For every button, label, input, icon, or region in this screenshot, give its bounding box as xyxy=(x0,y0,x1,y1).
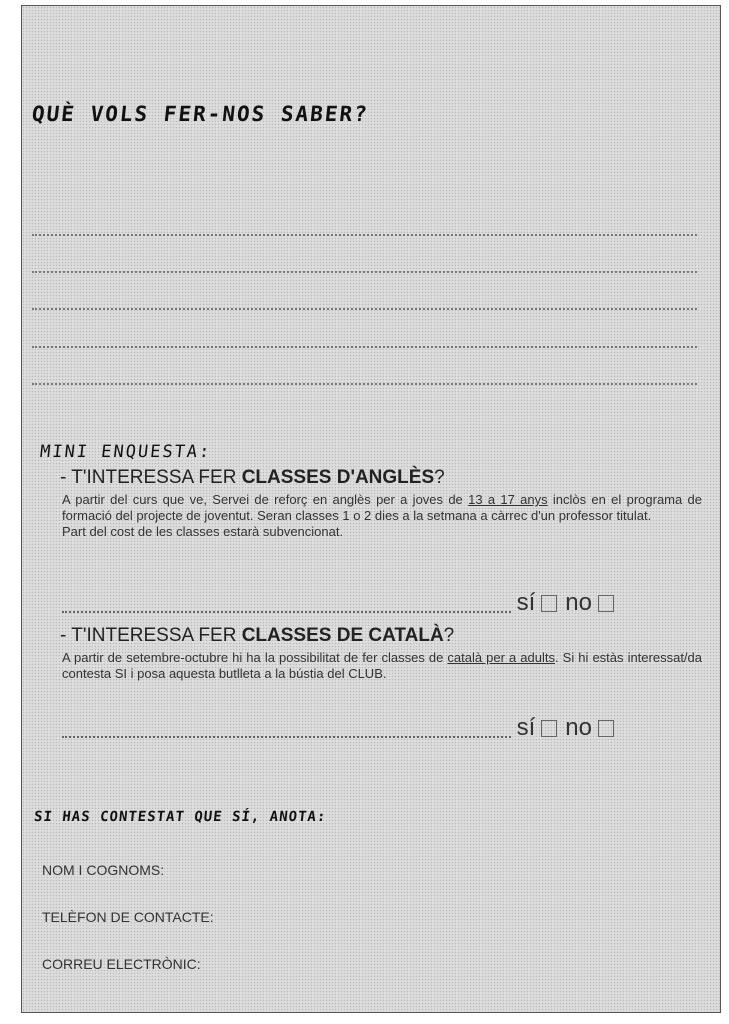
form-sheet xyxy=(21,5,721,1013)
english-no-option xyxy=(565,589,614,617)
question-english-bold: CLASSES D'ANGLÈS xyxy=(241,467,435,488)
catalan-no-checkbox[interactable] xyxy=(598,720,614,737)
question-catalan-text xyxy=(62,650,702,682)
feedback-heading: QUÈ VOLS FER-NOS SABER? xyxy=(30,102,371,126)
catalan-no-option xyxy=(565,714,614,742)
english-text-1: A partir del curs que ve, Servei de reforç en anglès per a joves de xyxy=(62,492,469,507)
catalan-yes-option xyxy=(517,714,558,742)
feedback-line-4[interactable] xyxy=(32,346,697,348)
english-text-3: Part del cost de les classes estarà subvencionat. xyxy=(62,524,344,539)
english-yes-checkbox[interactable] xyxy=(541,595,557,612)
catalan-yes-checkbox[interactable] xyxy=(541,720,557,737)
english-answer-row xyxy=(62,591,622,617)
feedback-line-5[interactable] xyxy=(32,383,697,385)
catalan-text-underlined: català per a adults xyxy=(447,650,555,665)
catalan-text-1: A partir de setembre-octubre hi ha la possibilitat de fer classes de xyxy=(62,650,448,665)
question-catalan-bold: CLASSES DE CATALÀ xyxy=(241,625,444,646)
phone-field-label: TELÈFON DE CONTACTE: xyxy=(42,909,214,925)
feedback-line-2[interactable] xyxy=(32,271,697,273)
question-catalan xyxy=(60,625,454,647)
english-yes-option xyxy=(517,589,558,617)
catalan-yes-label: sí xyxy=(516,714,536,741)
catalan-no-label: no xyxy=(565,714,592,741)
survey-heading: MINI ENQUESTA: xyxy=(38,442,213,462)
question-english-prefix: - T'INTERESSA FER xyxy=(60,467,242,488)
english-text-2: inclòs en el programa de formació del projecte de joventut. Seran classes 1 o 2 dies a la setmana a càrrec d'un professor titulat. xyxy=(62,492,702,523)
english-no-checkbox[interactable] xyxy=(598,595,614,612)
question-english-text xyxy=(62,492,702,540)
catalan-answer-row xyxy=(62,716,622,742)
english-yes-label: sí xyxy=(516,589,536,616)
name-field-label: NOM I COGNOMS: xyxy=(42,862,165,878)
english-text-underlined: 13 a 17 anys xyxy=(468,492,548,507)
question-catalan-suffix: ? xyxy=(443,625,455,646)
catalan-answer-line[interactable] xyxy=(62,736,511,738)
feedback-line-3[interactable] xyxy=(32,308,697,310)
question-english xyxy=(60,467,445,489)
feedback-line-1[interactable] xyxy=(32,234,697,236)
english-no-label: no xyxy=(565,589,592,616)
english-answer-line[interactable] xyxy=(62,611,511,613)
question-catalan-prefix: - T'INTERESSA FER xyxy=(60,625,242,646)
catalan-text-2: . Si hi estàs interessat/da contesta SI i posa aquesta butlleta a la bústia del CLUB. xyxy=(62,650,702,681)
question-english-suffix: ? xyxy=(434,467,445,488)
email-field-label: CORREU ELECTRÒNIC: xyxy=(42,956,201,972)
contact-heading: SI HAS CONTESTAT QUE SÍ, ANOTA: xyxy=(33,809,328,825)
